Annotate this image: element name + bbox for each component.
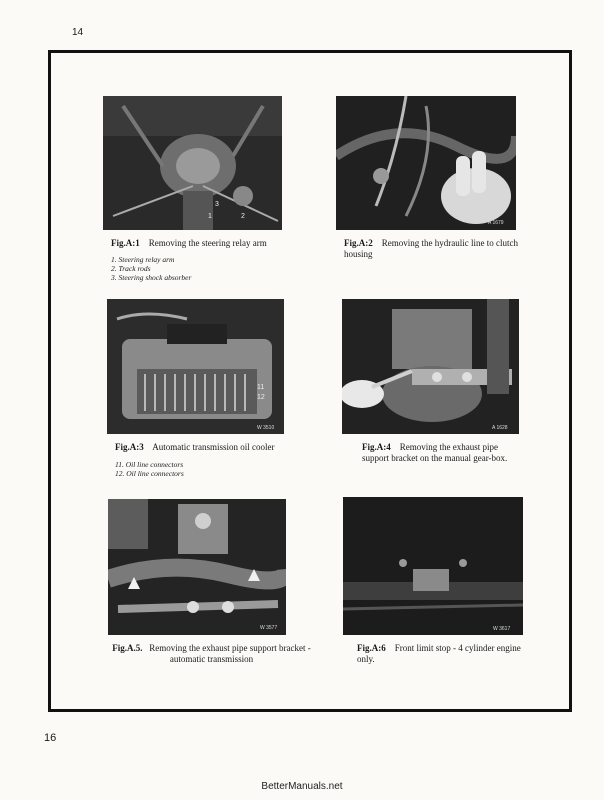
- photo-label: A 1628: [492, 425, 508, 431]
- photo-label: W 3617: [493, 626, 511, 632]
- photo-label: W 3510: [257, 425, 275, 431]
- photo-label: 12: [257, 394, 265, 401]
- photo-exhaust-bracket-manual: [342, 299, 519, 434]
- legend-fig-a1: [111, 255, 271, 282]
- photo-label: 3: [215, 201, 219, 208]
- figure-title: Removing the steering relay arm: [148, 238, 267, 248]
- photo-exhaust-bracket-automatic: [108, 499, 286, 635]
- legend-item: 3. Steering shock absorber: [111, 273, 192, 282]
- figure-title: Front limit stop - 4 cylinder engine only.: [357, 643, 521, 664]
- figure-number: Fig.A:1: [111, 238, 140, 248]
- photo-front-limit-stop: [343, 497, 523, 635]
- photo-oil-cooler: [107, 299, 284, 434]
- legend-fig-a3: [115, 460, 275, 478]
- caption-fig-a1: [111, 238, 311, 249]
- photo-steering-relay-arm: [103, 96, 282, 230]
- photo-label: A 1679: [488, 220, 504, 226]
- figure-number: Fig.A:4: [362, 442, 391, 452]
- legend-item: 11. Oil line connectors: [115, 460, 184, 469]
- page-number-bottom: 16: [44, 732, 57, 744]
- figure-number: Fig.A.5.: [112, 643, 143, 653]
- legend-item: 2. Track rods: [111, 264, 151, 273]
- caption-fig-a5: [104, 643, 319, 665]
- photo-label: 1: [208, 213, 212, 220]
- legend-item: 12. Oil line connectors: [115, 469, 184, 478]
- photo-label: 2: [241, 213, 245, 220]
- page-number-top: 14: [72, 27, 84, 38]
- figure-title: Removing the exhaust pipe support bracket - automatic transmission: [149, 643, 311, 664]
- figure-title: Automatic transmission oil cooler: [152, 442, 275, 452]
- figure-number: Fig.A:3: [115, 442, 144, 452]
- legend-item: 1. Steering relay arm: [111, 255, 175, 264]
- photo-label: 11: [257, 384, 265, 391]
- caption-fig-a2: [344, 238, 534, 260]
- caption-fig-a3: [115, 442, 315, 453]
- footer-watermark: BetterManuals.net: [261, 781, 343, 792]
- caption-fig-a4: [362, 442, 517, 464]
- photo-label: W 3577: [260, 625, 278, 631]
- caption-fig-a6: [357, 643, 527, 665]
- figure-title: Removing the exhaust pipe support bracket on the manual gear-box.: [362, 442, 508, 463]
- figure-number: Fig.A:6: [357, 643, 386, 653]
- figure-title: Removing the hydraulic line to clutch housing: [344, 238, 518, 259]
- figure-number: Fig.A:2: [344, 238, 373, 248]
- photo-hydraulic-line: [336, 96, 516, 230]
